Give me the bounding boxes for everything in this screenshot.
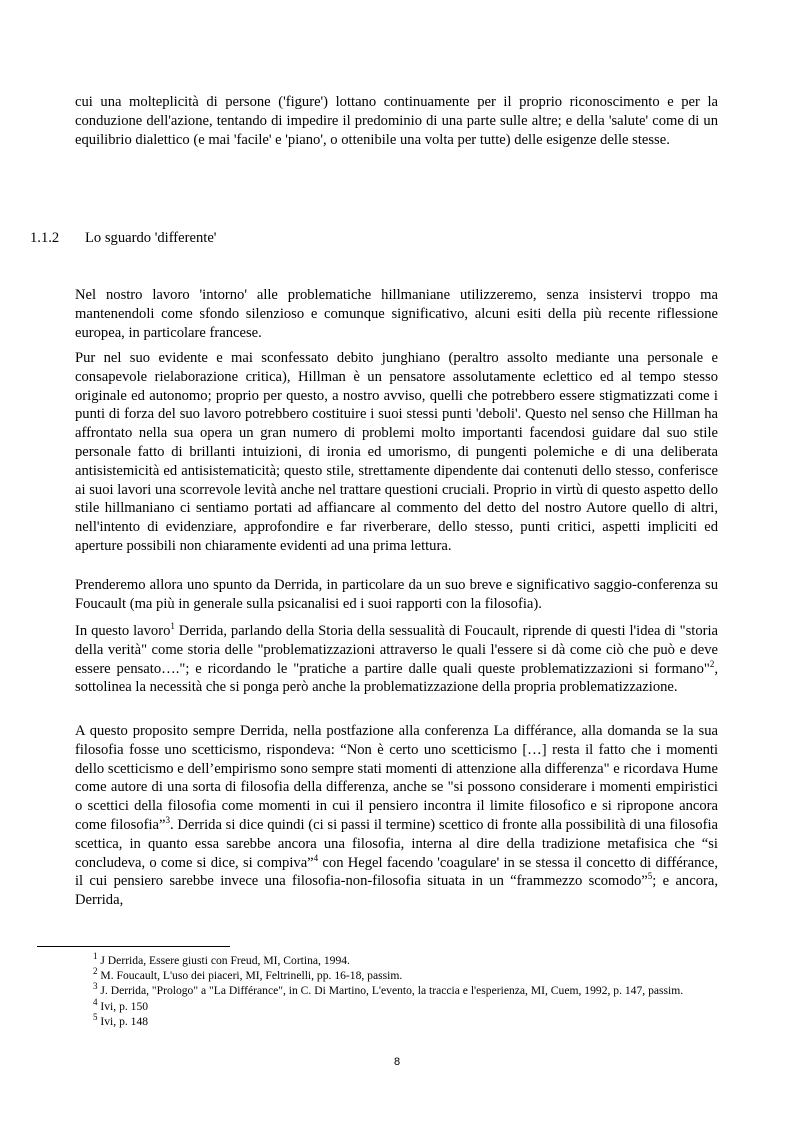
footnote-number: 5 (93, 1011, 98, 1022)
footnote-ref-5: 5 (647, 871, 653, 882)
paragraph-5-text-b: . Derrida si dice quindi (ci si passi il termine) scettico di fronte alla possibilità di una filosofia scettica, in quanto essa sarebbe ancora una filosofia, interna al dire della tradizione metafisica che “si concludeva, o come si dice, si compiva” (75, 816, 718, 871)
footnote-3 (93, 983, 693, 998)
footnote-text: J Derrida, Essere giusti con Freud, MI, Cortina, 1994. (97, 954, 350, 967)
footnote-ref-4: 4 (313, 852, 319, 863)
paragraph-2: Pur nel suo evidente e mai sconfessato debito junghiano (peraltro assolto mediante una personale e consapevole rielaborazione critica), Hillman è un pensatore assolutamente eclettico ed al tempo stesso originale ed autonomo; proprio per questo, a nostro avviso, quelli che potrebbero essere stigmatizzati come i punti di forza del suo lavoro potrebbero costituire i suoi stessi punti 'deboli'. Questo nel senso che Hillman ha affrontato nella sua opera un gran numero di problemi molto importanti facendosi guidare dal suo stile personale fatto di brillanti intuizioni, di ironia ed umorismo, di pungenti polemiche e di una deliberata antisistemicità ed antisistematicità; questo stile, strettamente dipendente dai contenuti dello stesso, conferisce ai suoi lavori una scorrevole levità anche nel trattare questioni cruciali. Proprio in virtù di questo aspetto dello stile hillmaniano ci sentiamo portati ad affiancare al commento del detto del nostro Autore quello di altri, nell'intento di evidenziare, approfondire e far riverberare, dello stesso, punti critici, aspetti impliciti ed aperture possibili non chiaramente evidenti ad una prima lettura. (75, 350, 718, 554)
paragraph-3: Prenderemo allora uno spunto da Derrida, in particolare da un suo breve e significativo saggio-conferenza su Foucault (ma più in generale sulla psicanalisi ed i suoi rapporti con la filosofia). (75, 577, 718, 612)
paragraph-5-text-a: A questo proposito sempre Derrida, nella postfazione alla conferenza La différance, alla domanda se la sua filosofia fosse uno scetticismo, rispondeva: “Non è certo uno scetticismo […] resta il fatto che i momenti dello scetticismo e dell’empirismo sono sempre stati momenti di attenzione alla differenza" e ricordava Hume come autore di una sorta di filosofia della differenza, anche se "si possono considerare i momenti empiristici o scettici della filosofia come momenti in cui il pensiero incontra il limite filosofico e si ripropone ancora come filosofia” (75, 723, 718, 833)
footnote-text: Ivi, p. 150 (97, 999, 149, 1013)
footnote-number: 4 (93, 996, 98, 1007)
footnote-ref-1: 1 (170, 621, 175, 632)
footnote-separator (37, 946, 230, 947)
paragraph-5 (75, 722, 718, 910)
paragraph-4-text-a: In questo lavoro (75, 623, 171, 639)
paragraph-4-text-c: , sottolinea la necessità che si ponga però anche la problematizzazione della propria problematizzazione. (75, 660, 718, 696)
footnote-2 (93, 968, 693, 983)
page-number: 8 (393, 1056, 401, 1068)
section-number: 1.1.2 (30, 230, 60, 246)
footnote-number: 2 (93, 966, 98, 977)
paragraph-5-text-d: ; e ancora, Derrida, (75, 873, 718, 909)
paragraph-5-text-c: con Hegel facendo 'coagulare' in se stessa il concetto di différance, il cui pensiero sarebbe invece una filosofia-non-filosofia situata in un “frammezzo scomodo” (75, 854, 718, 890)
footnote-4 (93, 996, 693, 1014)
footnote-number: 3 (93, 981, 98, 992)
footnotes (93, 953, 693, 1029)
section-heading (30, 229, 216, 248)
intro-paragraph: cui una molteplicità di persone ('figure') lottano continuamente per il proprio riconoscimento e per la conduzione dell'azione, tentando di impedire il predominio di una parte sulle altre; e della 'salute' come di un equilibrio dialettico (e mai 'facile' e 'piano', o ottenibile una volta per tutte) delle esigenze delle stesse. (75, 94, 718, 148)
footnote-text: Ivi, p. 148 (97, 1014, 149, 1028)
paragraph-1: Nel nostro lavoro 'intorno' alle problematiche hillmaniane utilizzeremo, senza insistervi troppo ma mantenendoli come sfondo silenzioso e comunque significativo, alcuni esiti della più recente riflessione europea, in particolare francese. (75, 287, 718, 341)
footnote-5 (93, 1011, 693, 1029)
footnote-text: J. Derrida, "Prologo" a "La Différance", in C. Di Martino, L'evento, la traccia e l'esperienza, MI, Cuem, 1992, p. 147, passim. (97, 984, 684, 998)
footnote-ref-2: 2 (709, 658, 715, 669)
footnote-text: M. Foucault, L'uso dei piaceri, MI, Feltrinelli, pp. 16-18, passim. (97, 969, 403, 983)
footnote-1 (93, 953, 693, 968)
footnote-ref-3: 3 (165, 815, 170, 826)
paragraph-4-text-b: Derrida, parlando della Storia della sessualità di Foucault, riprende di questi l'idea di "storia della verità" come storia delle "problematizzazioni attraverso le quali l'essere si dà come ciò che può e deve essere pensato…."; e ricordando le "pratiche a partire dalle quali queste problematizzazioni si formano" (75, 623, 719, 677)
paragraph-4 (75, 622, 718, 697)
section-title: Lo sguardo 'differente' (85, 230, 217, 246)
footnote-number: 1 (93, 951, 98, 962)
